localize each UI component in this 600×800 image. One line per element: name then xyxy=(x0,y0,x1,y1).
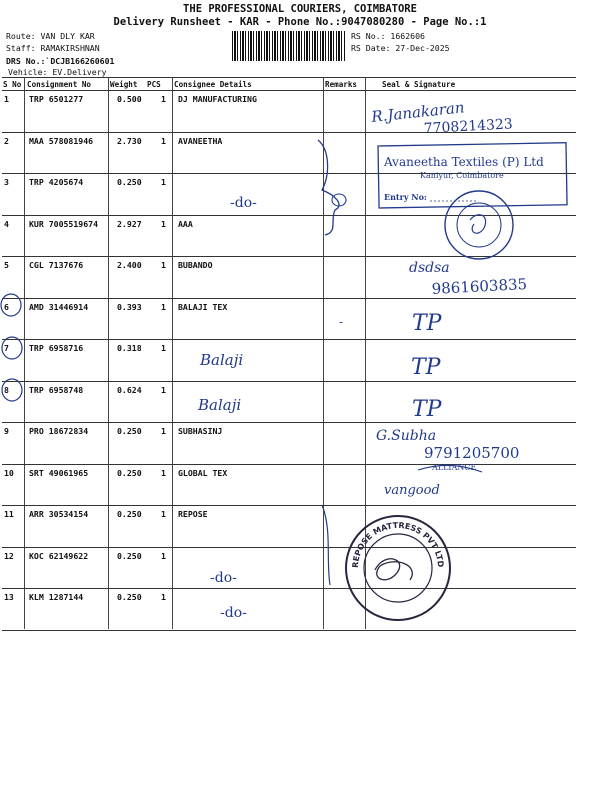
row-serial: 2 xyxy=(4,135,9,146)
row-consignment-no: MAA 578081946 xyxy=(29,135,94,146)
avaneetha-stamp xyxy=(378,143,567,208)
row-pcs: 1 xyxy=(161,509,166,519)
row-consignment-no: KLM 1287144 xyxy=(29,592,84,602)
row-consignee: AAA xyxy=(178,218,193,229)
tp-mark-6: TP xyxy=(412,311,442,336)
row-pcs: 1 xyxy=(161,177,166,187)
row-weight: 2.400 xyxy=(117,260,142,270)
ditto-mark-3: -do- xyxy=(230,195,257,211)
row-consignment-no: KUR 7005519674 xyxy=(29,218,99,229)
row-serial: 4 xyxy=(4,218,9,229)
row-pcs: 1 xyxy=(161,467,166,478)
row-weight: 0.393 xyxy=(117,301,142,312)
row-pcs: 1 xyxy=(161,384,166,395)
drs-number: DRS No.:`DCJB166260601 xyxy=(6,56,115,66)
row-weight: 0.500 xyxy=(117,94,142,104)
remark-6: - xyxy=(339,315,344,329)
col-header-consignment: Consignment No xyxy=(27,80,92,89)
col-header-seal: Seal & Signature xyxy=(382,80,456,89)
row-consignment-no: PRO 18672834 xyxy=(29,426,89,436)
stamp-company-name: Avaneetha Textiles (P) Ltd xyxy=(384,155,544,169)
row-weight: 2.730 xyxy=(117,135,142,146)
bracket-mark xyxy=(318,140,339,235)
row-consignment-no: TRP 4205674 xyxy=(29,177,84,187)
row-pcs: 1 xyxy=(161,260,166,270)
row-consignee: REPOSE xyxy=(178,509,208,519)
rs-date: RS Date: 27-Dec-2025 xyxy=(351,43,450,53)
row-serial: 11 xyxy=(4,509,14,519)
row-serial: 7 xyxy=(4,343,9,353)
row-pcs: 1 xyxy=(161,218,166,229)
row-weight: 0.318 xyxy=(117,343,142,353)
row-weight: 0.250 xyxy=(117,550,142,561)
row-consignee: DJ MANUFACTURING xyxy=(178,94,257,104)
row-pcs: 1 xyxy=(161,343,166,353)
phone-1: 7708214323 xyxy=(423,116,514,137)
repose-seal-text: REPOSE MATTRESS PVT LTD xyxy=(350,520,446,569)
row-consignee: BUBANDO xyxy=(178,260,213,270)
row-weight: 0.624 xyxy=(117,384,142,395)
row-serial: 8 xyxy=(4,384,9,395)
row-pcs: 1 xyxy=(161,592,166,602)
signature-8: Balaji xyxy=(198,396,242,414)
alliance-stamp xyxy=(418,463,482,472)
vehicle-label: Vehicle: EV.Delivery xyxy=(8,67,107,77)
row-consignment-no: TRP 6958748 xyxy=(29,384,84,395)
row-serial: 12 xyxy=(4,550,14,561)
row-serial: 6 xyxy=(4,301,9,312)
row-consignee: AVANEETHA xyxy=(178,135,223,146)
row-serial: 5 xyxy=(4,260,9,270)
round-seal xyxy=(445,191,513,259)
row-serial: 13 xyxy=(4,592,14,602)
row-consignment-no: SRT 49061965 xyxy=(29,467,89,478)
signature-1: R.Janakaran xyxy=(370,98,466,126)
col-header-sno: S No xyxy=(3,80,22,89)
tp-mark-8: TP xyxy=(412,397,442,422)
row-consignee: SUBHASINJ xyxy=(178,426,223,436)
row-weight: 0.250 xyxy=(117,509,142,519)
row-weight: 0.250 xyxy=(117,467,142,478)
row-weight: 0.250 xyxy=(117,592,142,602)
row-weight: 0.250 xyxy=(117,426,142,436)
stamp-company-city: Kaniyur, Coimbatore xyxy=(420,171,504,180)
row-serial: 3 xyxy=(4,177,9,187)
row-weight: 0.250 xyxy=(117,177,142,187)
signature-9: G.Subha xyxy=(376,428,437,444)
row-consignment-no: ARR 30534154 xyxy=(29,509,89,519)
company-title: THE PROFESSIONAL COURIERS, COIMBATORE xyxy=(183,3,417,15)
route-label: Route: VAN DLY KAR xyxy=(6,31,95,41)
stamp-entry-label: Entry No: xyxy=(384,192,427,202)
col-header-weight: Weight xyxy=(110,80,138,89)
col-header-pcs: PCS xyxy=(147,80,161,89)
row-pcs: 1 xyxy=(161,301,166,312)
runsheet-subtitle: Delivery Runsheet - KAR - Phone No.:9047080280 - Page No.:1 xyxy=(113,16,487,28)
row-serial: 9 xyxy=(4,426,9,436)
circle-mark-7 xyxy=(2,337,22,359)
row-pcs: 1 xyxy=(161,550,166,561)
staff-label: Staff: RAMAKIRSHNAN xyxy=(6,43,100,53)
phone-5: 9861603835 xyxy=(431,275,528,298)
row-serial: 10 xyxy=(4,467,14,478)
signature-10: vangood xyxy=(384,483,440,498)
tp-mark-7: TP xyxy=(411,355,441,380)
circle-mark-8 xyxy=(2,379,22,401)
row-consignment-no: AMD 31446914 xyxy=(29,301,89,312)
row-consignee: GLOBAL TEX xyxy=(178,467,228,478)
col-header-consignee: Consignee Details xyxy=(174,80,252,89)
bracket-mark xyxy=(322,505,330,585)
circle-mark-6 xyxy=(1,294,21,316)
row-pcs: 1 xyxy=(161,426,166,436)
ditto-mark-13: -do- xyxy=(220,605,247,621)
rs-number: RS No.: 1662606 xyxy=(351,31,425,41)
row-consignment-no: CGL 7137676 xyxy=(29,260,84,270)
row-consignment-no: TRP 6958716 xyxy=(29,343,84,353)
row-pcs: 1 xyxy=(161,94,166,104)
row-consignment-no: KOC 62149622 xyxy=(29,550,89,561)
row-pcs: 1 xyxy=(161,135,166,146)
alliance-stamp-text: ALLIANCE xyxy=(432,463,477,472)
row-consignee: BALAJI TEX xyxy=(178,301,228,312)
col-header-remarks: Remarks xyxy=(325,80,358,89)
ditto-mark-12: -do- xyxy=(210,570,237,586)
signature-7: Balaji xyxy=(200,351,244,369)
row-serial: 1 xyxy=(4,94,9,104)
row-consignment-no: TRP 6501277 xyxy=(29,94,84,104)
signature-5: dsdsa xyxy=(409,260,450,276)
repose-seal xyxy=(346,516,450,620)
row-weight: 2.927 xyxy=(117,218,142,229)
phone-9: 9791205700 xyxy=(424,444,520,462)
